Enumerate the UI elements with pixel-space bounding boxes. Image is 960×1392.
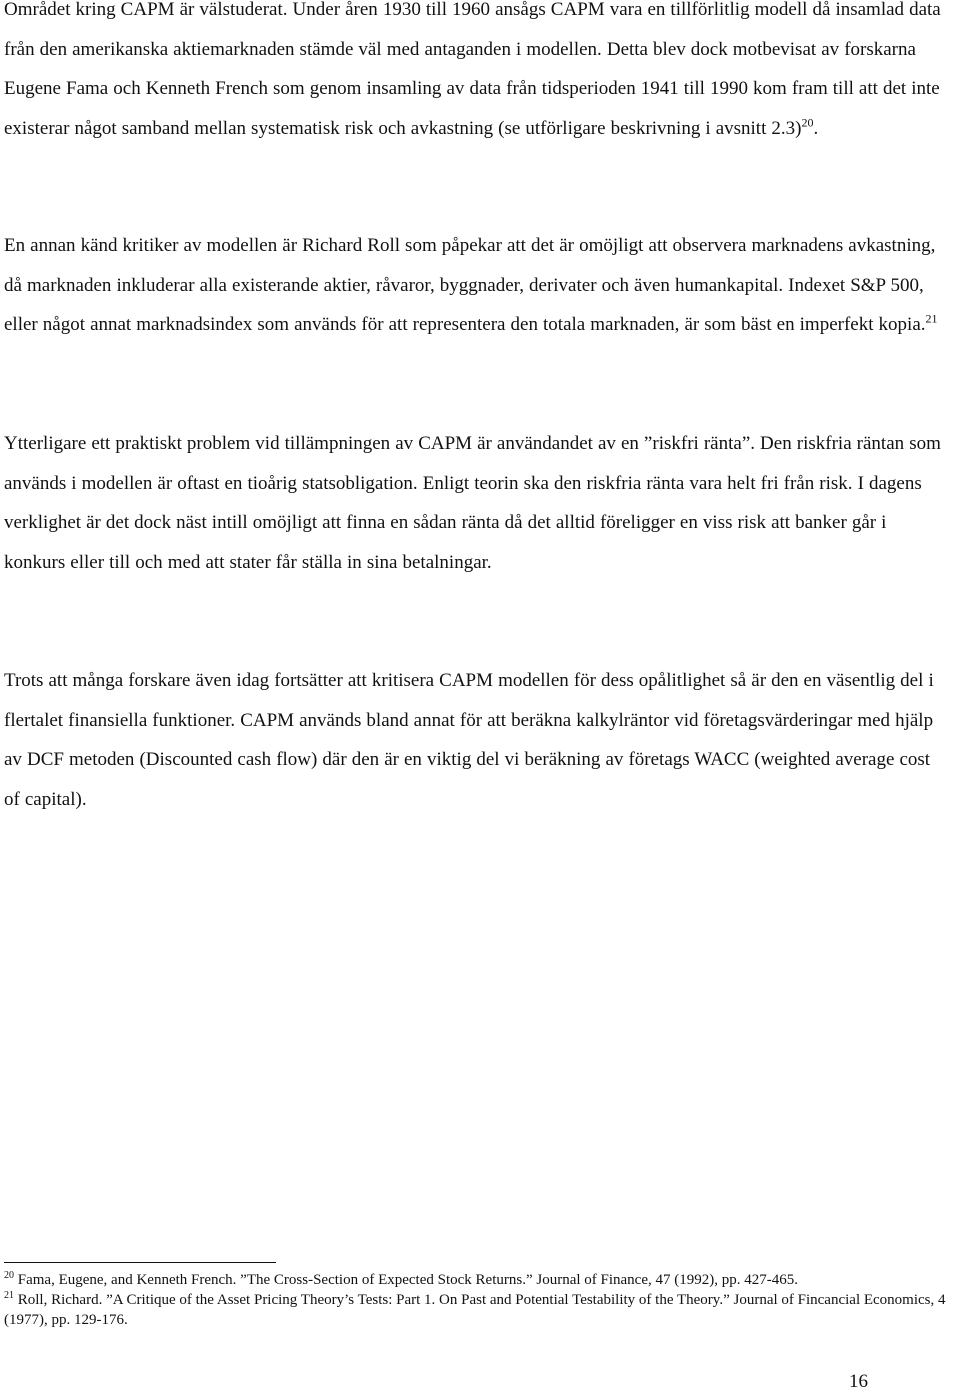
- footnote-number: 21: [4, 1290, 14, 1301]
- footnotes: [4, 1270, 948, 1330]
- paragraph-capm-studies: [4, 0, 948, 148]
- footnote-21: [4, 1290, 948, 1330]
- footnote-number: 20: [4, 1270, 14, 1281]
- footnote-divider: [4, 1262, 276, 1263]
- paragraph-text: Trots att många forskare även idag fortsätter att kritisera CAPM modellen för dess opålitlighet så är den en väsentlig del i flertalet finansiella funktioner. CAPM används bland annat för att beräkna kalkylräntor vid företagsvärderingar med hjälp av DCF metoden (Discounted cash flow) där den är en viktig del vi beräkning av företags WACC (weighted average cost of capital).: [4, 670, 934, 810]
- footnote-20: [4, 1270, 948, 1290]
- page-number: 16: [849, 1371, 868, 1392]
- paragraph-text: Området kring CAPM är välstuderat. Under åren 1930 till 1960 ansågs CAPM vara en tillförlitlig modell då insamlad data från den amerikanska aktiemarknaden stämde väl med antaganden i modellen. Detta blev dock motbevisat av forskarna Eugene Fama och Kenneth French som genom insamling av data från tidsperioden 1941 till 1990 kom fram till att det inte existerar något samband mellan systematisk risk och avkastning (se utförligare beskrivning i avsnitt 2.3): [4, 0, 941, 139]
- document-page: [4, 0, 948, 1392]
- paragraph-roll-critique: [4, 226, 948, 345]
- paragraph-text: Ytterligare ett praktiskt problem vid tillämpningen av CAPM är användandet av en ”riskfri ränta”. Den riskfria räntan som används i modellen är oftast en tioårig statsobligation. Enligt teorin ska den riskfria ränta vara helt fri från risk. I dagens verklighet är det dock näst intill omöjligt att finna en sådan ränta då det alltid föreligger en viss risk att banker går i konkurs eller till och med att stater får ställa in sina betalningar.: [4, 433, 941, 573]
- footnote-text: Fama, Eugene, and Kenneth French. ”The Cross-Section of Expected Stock Returns.” Journal of Finance, 47 (1992), pp. 427-465.: [17, 1272, 798, 1288]
- footnote-reference-21: 21: [925, 311, 938, 326]
- paragraph-capm-usage: [4, 661, 948, 819]
- paragraph-text: En annan känd kritiker av modellen är Richard Roll som påpekar att det är omöjligt att observera marknadens avkastning, då marknaden inkluderar alla existerande aktier, råvaror, byggnader, derivater och även humankapital. Indexet S&P 500, eller något annat marknadsindex som används för att representera den totala marknaden, är som bäst en imperfekt kopia.: [4, 235, 936, 336]
- paragraph-tail: .: [813, 117, 819, 139]
- footnote-text: Roll, Richard. ”A Critique of the Asset Pricing Theory’s Tests: Part 1. On Past and Potential Testability of the Theory.” Journal of Fincancial Economics, 4 (1977), pp. 129-176.: [4, 1292, 946, 1328]
- footnote-reference-20: 20: [801, 115, 814, 130]
- paragraph-riskfree-rate: [4, 424, 948, 582]
